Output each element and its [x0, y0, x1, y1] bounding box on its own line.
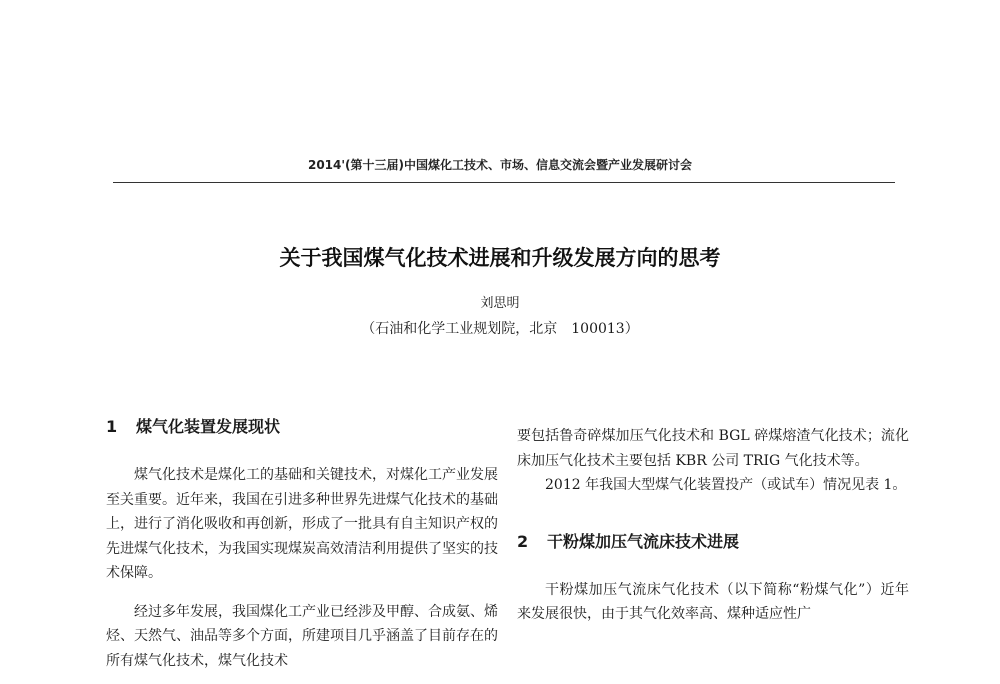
author-name: 刘思明 — [480, 296, 520, 311]
section-1-heading — [106, 415, 498, 439]
header-rule — [113, 182, 895, 183]
section-2-number: 2 — [517, 531, 529, 551]
continued-paragraph: 要包括鲁奇碎煤加压气化技术和 BGL 碎煤熔渣气化技术；流化床加压气化技术主要包括 KBR 公司 TRIG 气化技术等。 — [517, 428, 909, 469]
section-2-heading — [517, 530, 909, 554]
section-1-number: 1 — [106, 417, 118, 436]
paper-title: 关于我国煤气化技术进展和升级发展方向的思考 — [279, 246, 721, 270]
section-1-paragraph-1: 煤气化技术是煤化工的基础和关键技术，对煤化工产业发展至关重要。近年来，我国在引进多种世界先进煤气化技术的基础上，进行了消化吸收和再创新，形成了一批具有自主知识产权的先进煤气化技术，为我国实现煤炭高效清洁利用提供了坚实的技术保障。 — [106, 467, 498, 581]
running-head: 2014'(第十三届)中国煤化工技术、市场、信息交流会暨产业发展研讨会 — [307, 158, 693, 172]
section-1-paragraph-2: 经过多年发展，我国煤化工产业已经涉及甲醇、合成氨、烯烃、天然气、油品等多个方面，所建项目几乎涵盖了目前存在的所有煤气化技术，煤气化技术 — [106, 603, 498, 669]
author-affiliation: （石油和化学工业规划院，北京 100013） — [361, 321, 639, 337]
right-column — [517, 424, 909, 627]
section-1-title: 煤气化装置发展现状 — [136, 417, 281, 436]
section-2-paragraph-1: 干粉煤加压气流床气化技术（以下简称“粉煤气化”）近年来发展很快，由于其气化效率高、煤种适应性广 — [517, 581, 909, 622]
table-reference-paragraph: 2012 年我国大型煤气化装置投产（或试车）情况见表 1。 — [545, 477, 907, 493]
left-column — [106, 415, 498, 673]
section-2-title: 干粉煤加压气流床技术进展 — [547, 531, 740, 551]
